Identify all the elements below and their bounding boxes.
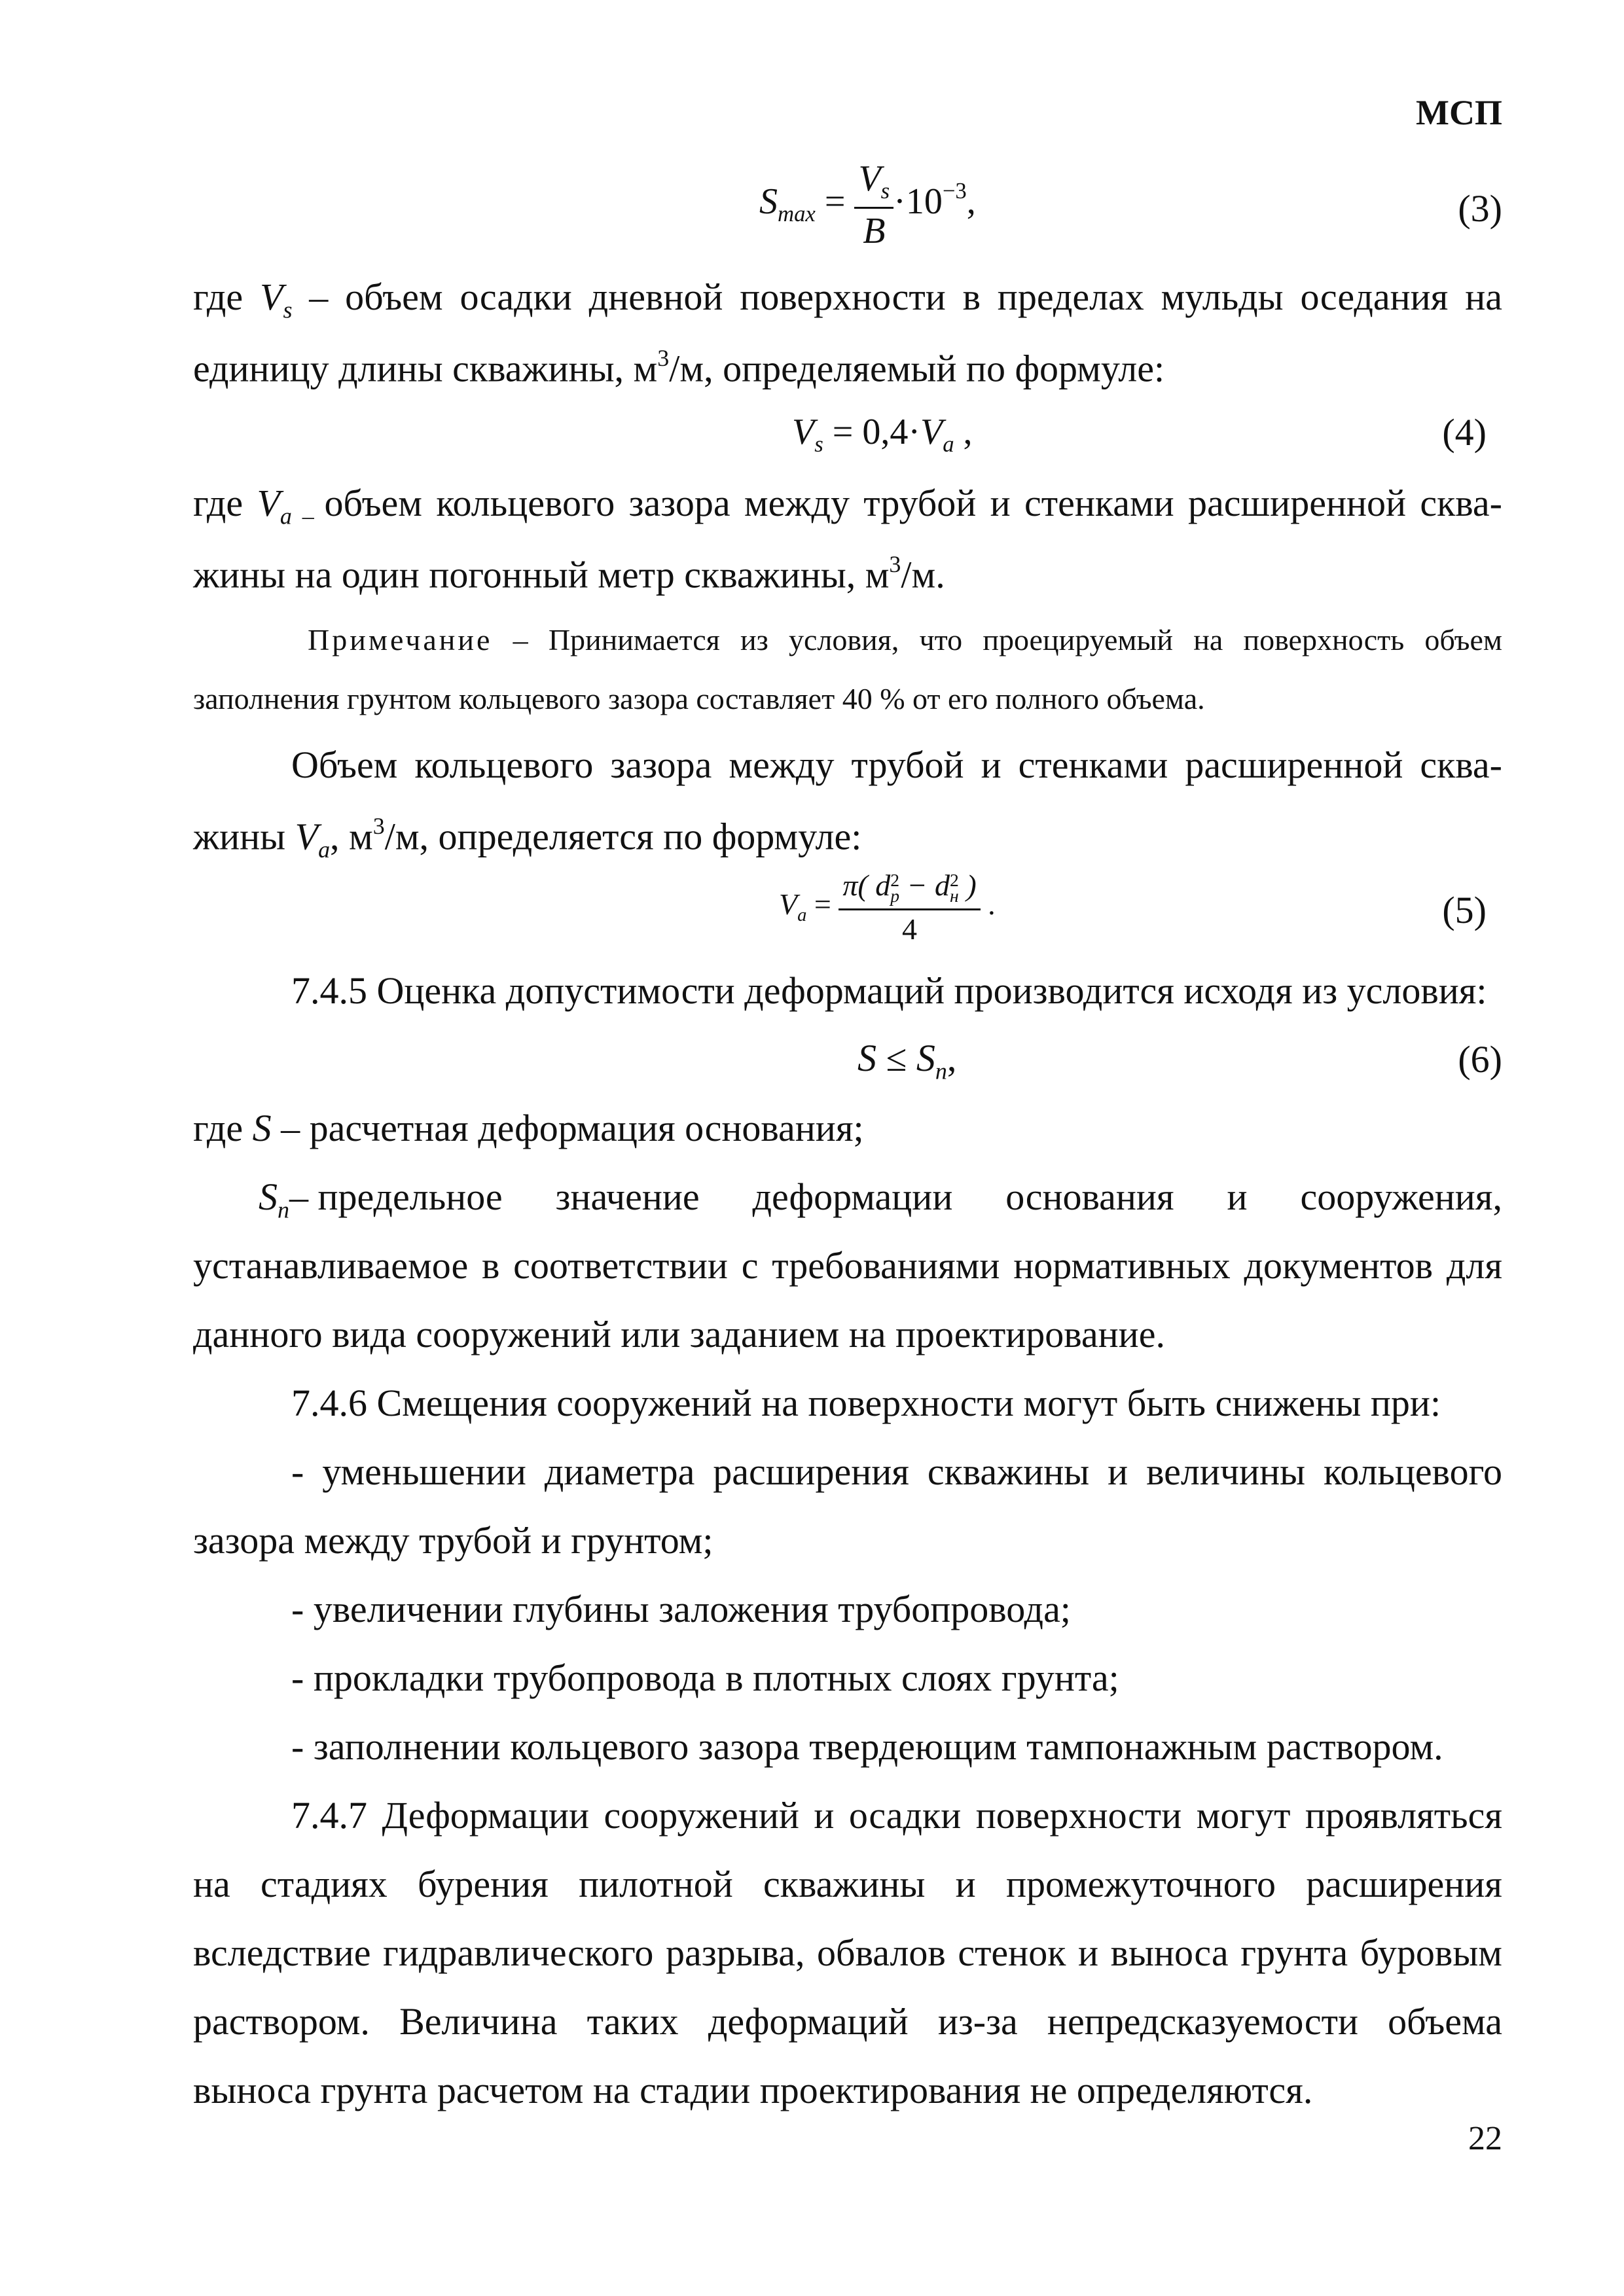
paragraph-line: 7.4.7 Деформации сооружений и осадки поверхности могут проявляться <box>291 1794 1502 1837</box>
paragraph-line: выноса грунта расчетом на стадии проектирования не определяются. <box>193 2069 1313 2111</box>
list-item: - уменьшении диаметра расширения скважины и величины кольцевого <box>291 1450 1502 1493</box>
paragraph-line: где S – расчетная деформация основания; <box>193 1107 864 1149</box>
paragraph-line: единицу длины скважины, $м^3/м$, определяемый по формуле: <box>193 345 1165 390</box>
list-item: - прокладки трубопровода в плотных слоях грунта; <box>291 1657 1119 1699</box>
paragraph-line: устанавливаемое в соответствии с требованиями нормативных документов для <box>193 1244 1502 1287</box>
note-line: Примечание – Принимается из условия, что проецируемый на поверхность объем <box>308 623 1502 656</box>
list-item: - увеличении глубины заложения трубопровода; <box>291 1588 1071 1630</box>
note-label: Примечание <box>308 623 493 656</box>
paragraph-line: жины на один погонный метр скважины, $м^3/м$. <box>193 551 945 596</box>
formula-6: $S \le S_n$, <box>857 1037 957 1085</box>
note-line: заполнения грунтом кольцевого зазора составляет 40 % от его полного объема. <box>193 682 1205 715</box>
paragraph-line: где $V_{a -}$ объем кольцевого зазора между трубой и стенками расширенной сква- <box>193 482 1502 529</box>
equation-number-4: (4) <box>1442 411 1487 454</box>
paragraph-line: 7.4.5 Оценка допустимости деформаций производится исходя из условия: <box>291 969 1487 1012</box>
formula-3-fraction: $\frac{V_s}{B}$ <box>854 160 893 249</box>
page-number: 22 <box>1468 2120 1502 2157</box>
paragraph-line: $S_n-$ предельное значение деформации основания и сооружения, <box>259 1175 1502 1223</box>
paragraph-line: где $V_s$ – объем осадки дневной поверхности в пределах мульды оседания на <box>193 276 1502 323</box>
paragraph-line: раствором. Величина таких деформаций из-за непредсказуемости объема <box>193 2000 1502 2043</box>
formula-4: $V_s = 0,4\cdot V_a$ , <box>792 412 973 457</box>
paragraph-line: 7.4.6 Смещения сооружений на поверхности могут быть снижены при: <box>291 1382 1441 1424</box>
equation-number-3: (3) <box>1458 187 1502 230</box>
paragraph-line: жины $V_a$, $м^3/м$, определяется по формуле: <box>193 813 862 863</box>
formula-3: $S_{max}$ = $\frac{V_s}{B}$ $\cdot 10^{-3}$, <box>759 158 976 251</box>
equation-number-5: (5) <box>1442 889 1487 931</box>
paragraph-line: данного вида сооружений или заданием на проектирование. <box>193 1313 1165 1355</box>
equation-number-6: (6) <box>1458 1038 1502 1081</box>
paragraph-line: вследствие гидравлического разрыва, обвалов стенок и выноса грунта буровым <box>193 1931 1502 1974</box>
formula-5-fraction: π( d 2 p − d 2 н ) 4 <box>839 870 980 944</box>
paragraph-line: Объем кольцевого зазора между трубой и стенками расширенной сква- <box>291 744 1502 786</box>
formula-5: $V_a$ = π( d 2 p − d 2 н ) 4 . <box>779 869 996 946</box>
list-item-continuation: зазора между трубой и грунтом; <box>193 1519 713 1562</box>
list-item: - заполнении кольцевого зазора твердеющим тампонажным раствором. <box>291 1725 1443 1768</box>
document-code-header: МСП <box>1416 93 1502 132</box>
paragraph-line: на стадиях бурения пилотной скважины и промежуточного расширения <box>193 1863 1502 1905</box>
